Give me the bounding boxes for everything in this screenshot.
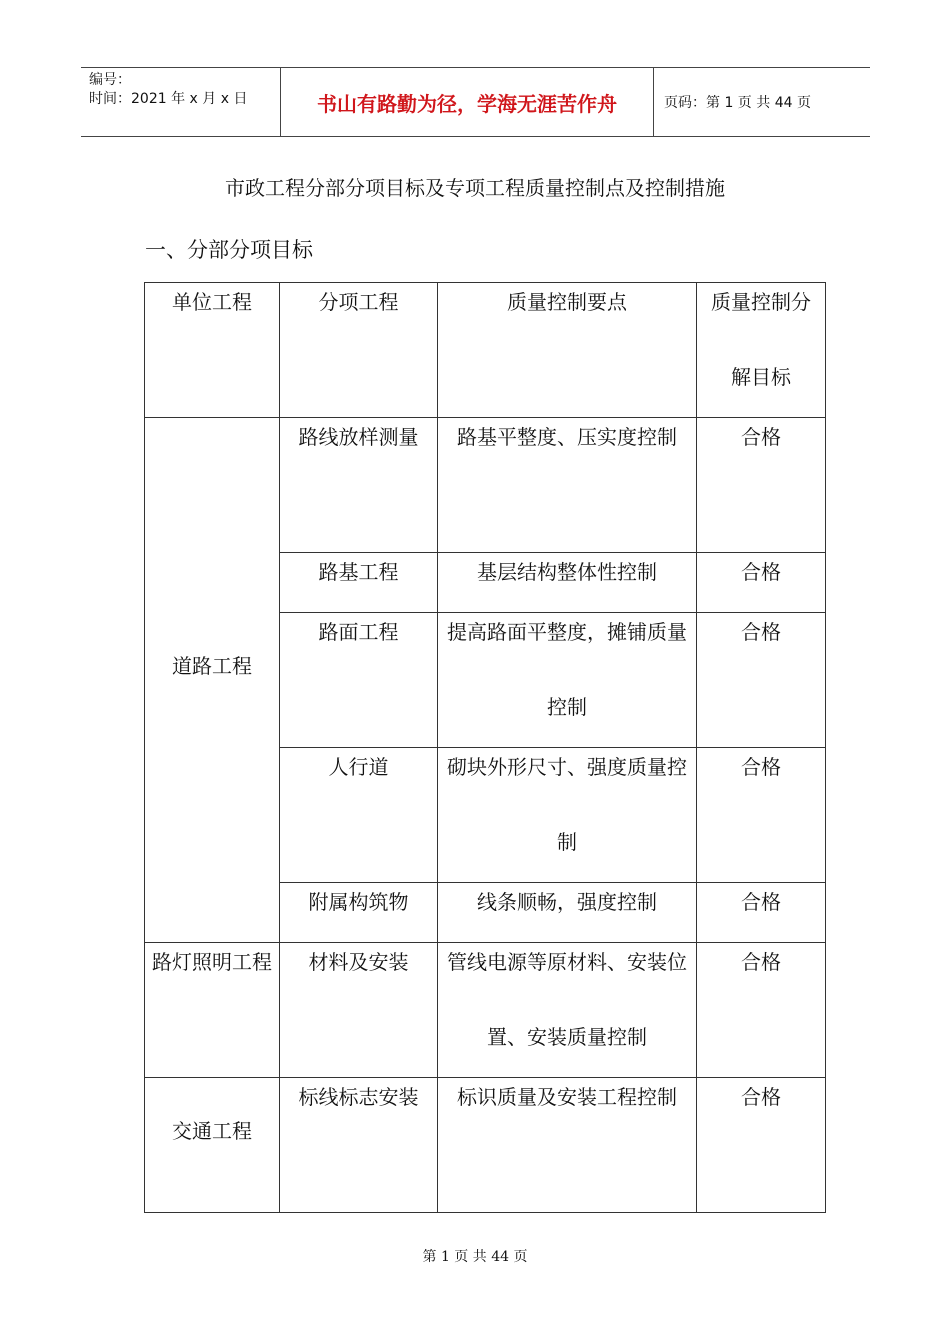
header-cell-target: 质量控制分解目标 <box>697 283 826 418</box>
item-cell: 路面工程 <box>280 613 438 748</box>
item-cell: 材料及安装 <box>280 943 438 1078</box>
section-heading: 一、分部分项目标 <box>145 238 313 262</box>
item-cell: 附属构筑物 <box>280 883 438 943</box>
point-cell: 管线电源等原材料、安装位置、安装质量控制 <box>438 943 697 1078</box>
item-cell: 标线标志安装 <box>280 1078 438 1213</box>
header-motto <box>281 68 654 136</box>
motto-text: 书山有路勤为径，学海无涯苦作舟 <box>317 91 617 116</box>
table-row <box>145 418 826 553</box>
time-label: 时间：2021 年 x 月 x 日 <box>89 91 248 107</box>
header-cell-unit: 单位工程 <box>145 283 280 418</box>
point-cell: 提高路面平整度，摊铺质量控制 <box>438 613 697 748</box>
item-cell: 人行道 <box>280 748 438 883</box>
target-cell: 合格 <box>697 418 826 553</box>
page-info-text: 页码：第 1 页 共 44 页 <box>664 95 811 111</box>
number-label: 编号： <box>89 72 131 88</box>
item-cell: 路线放样测量 <box>280 418 438 553</box>
point-cell: 路基平整度、压实度控制 <box>438 418 697 553</box>
target-cell: 合格 <box>697 883 826 943</box>
target-cell: 合格 <box>697 613 826 748</box>
item-cell: 路基工程 <box>280 553 438 613</box>
table-row <box>145 943 826 1078</box>
target-cell: 合格 <box>697 943 826 1078</box>
unit-cell-road: 道路工程 <box>145 418 280 943</box>
target-cell: 合格 <box>697 748 826 883</box>
header-cell-item: 分项工程 <box>280 283 438 418</box>
point-cell: 标识质量及安装工程控制 <box>438 1078 697 1213</box>
header-page-info <box>654 68 870 136</box>
quality-target-table <box>144 282 826 1213</box>
document-title: 市政工程分部分项目标及专项工程质量控制点及控制措施 <box>225 176 725 200</box>
point-cell: 砌块外形尺寸、强度质量控制 <box>438 748 697 883</box>
point-cell: 基层结构整体性控制 <box>438 553 697 613</box>
unit-cell-lighting: 路灯照明工程 <box>145 943 280 1078</box>
header-meta <box>81 68 281 136</box>
point-cell: 线条顺畅，强度控制 <box>438 883 697 943</box>
target-cell: 合格 <box>697 1078 826 1213</box>
header-cell-point: 质量控制要点 <box>438 283 697 418</box>
table-header-row <box>145 283 826 418</box>
unit-cell-traffic: 交通工程 <box>145 1078 280 1213</box>
table-row <box>145 1078 826 1213</box>
document-header <box>81 67 870 137</box>
target-cell: 合格 <box>697 553 826 613</box>
page-footer: 第 1 页 共 44 页 <box>422 1249 528 1265</box>
